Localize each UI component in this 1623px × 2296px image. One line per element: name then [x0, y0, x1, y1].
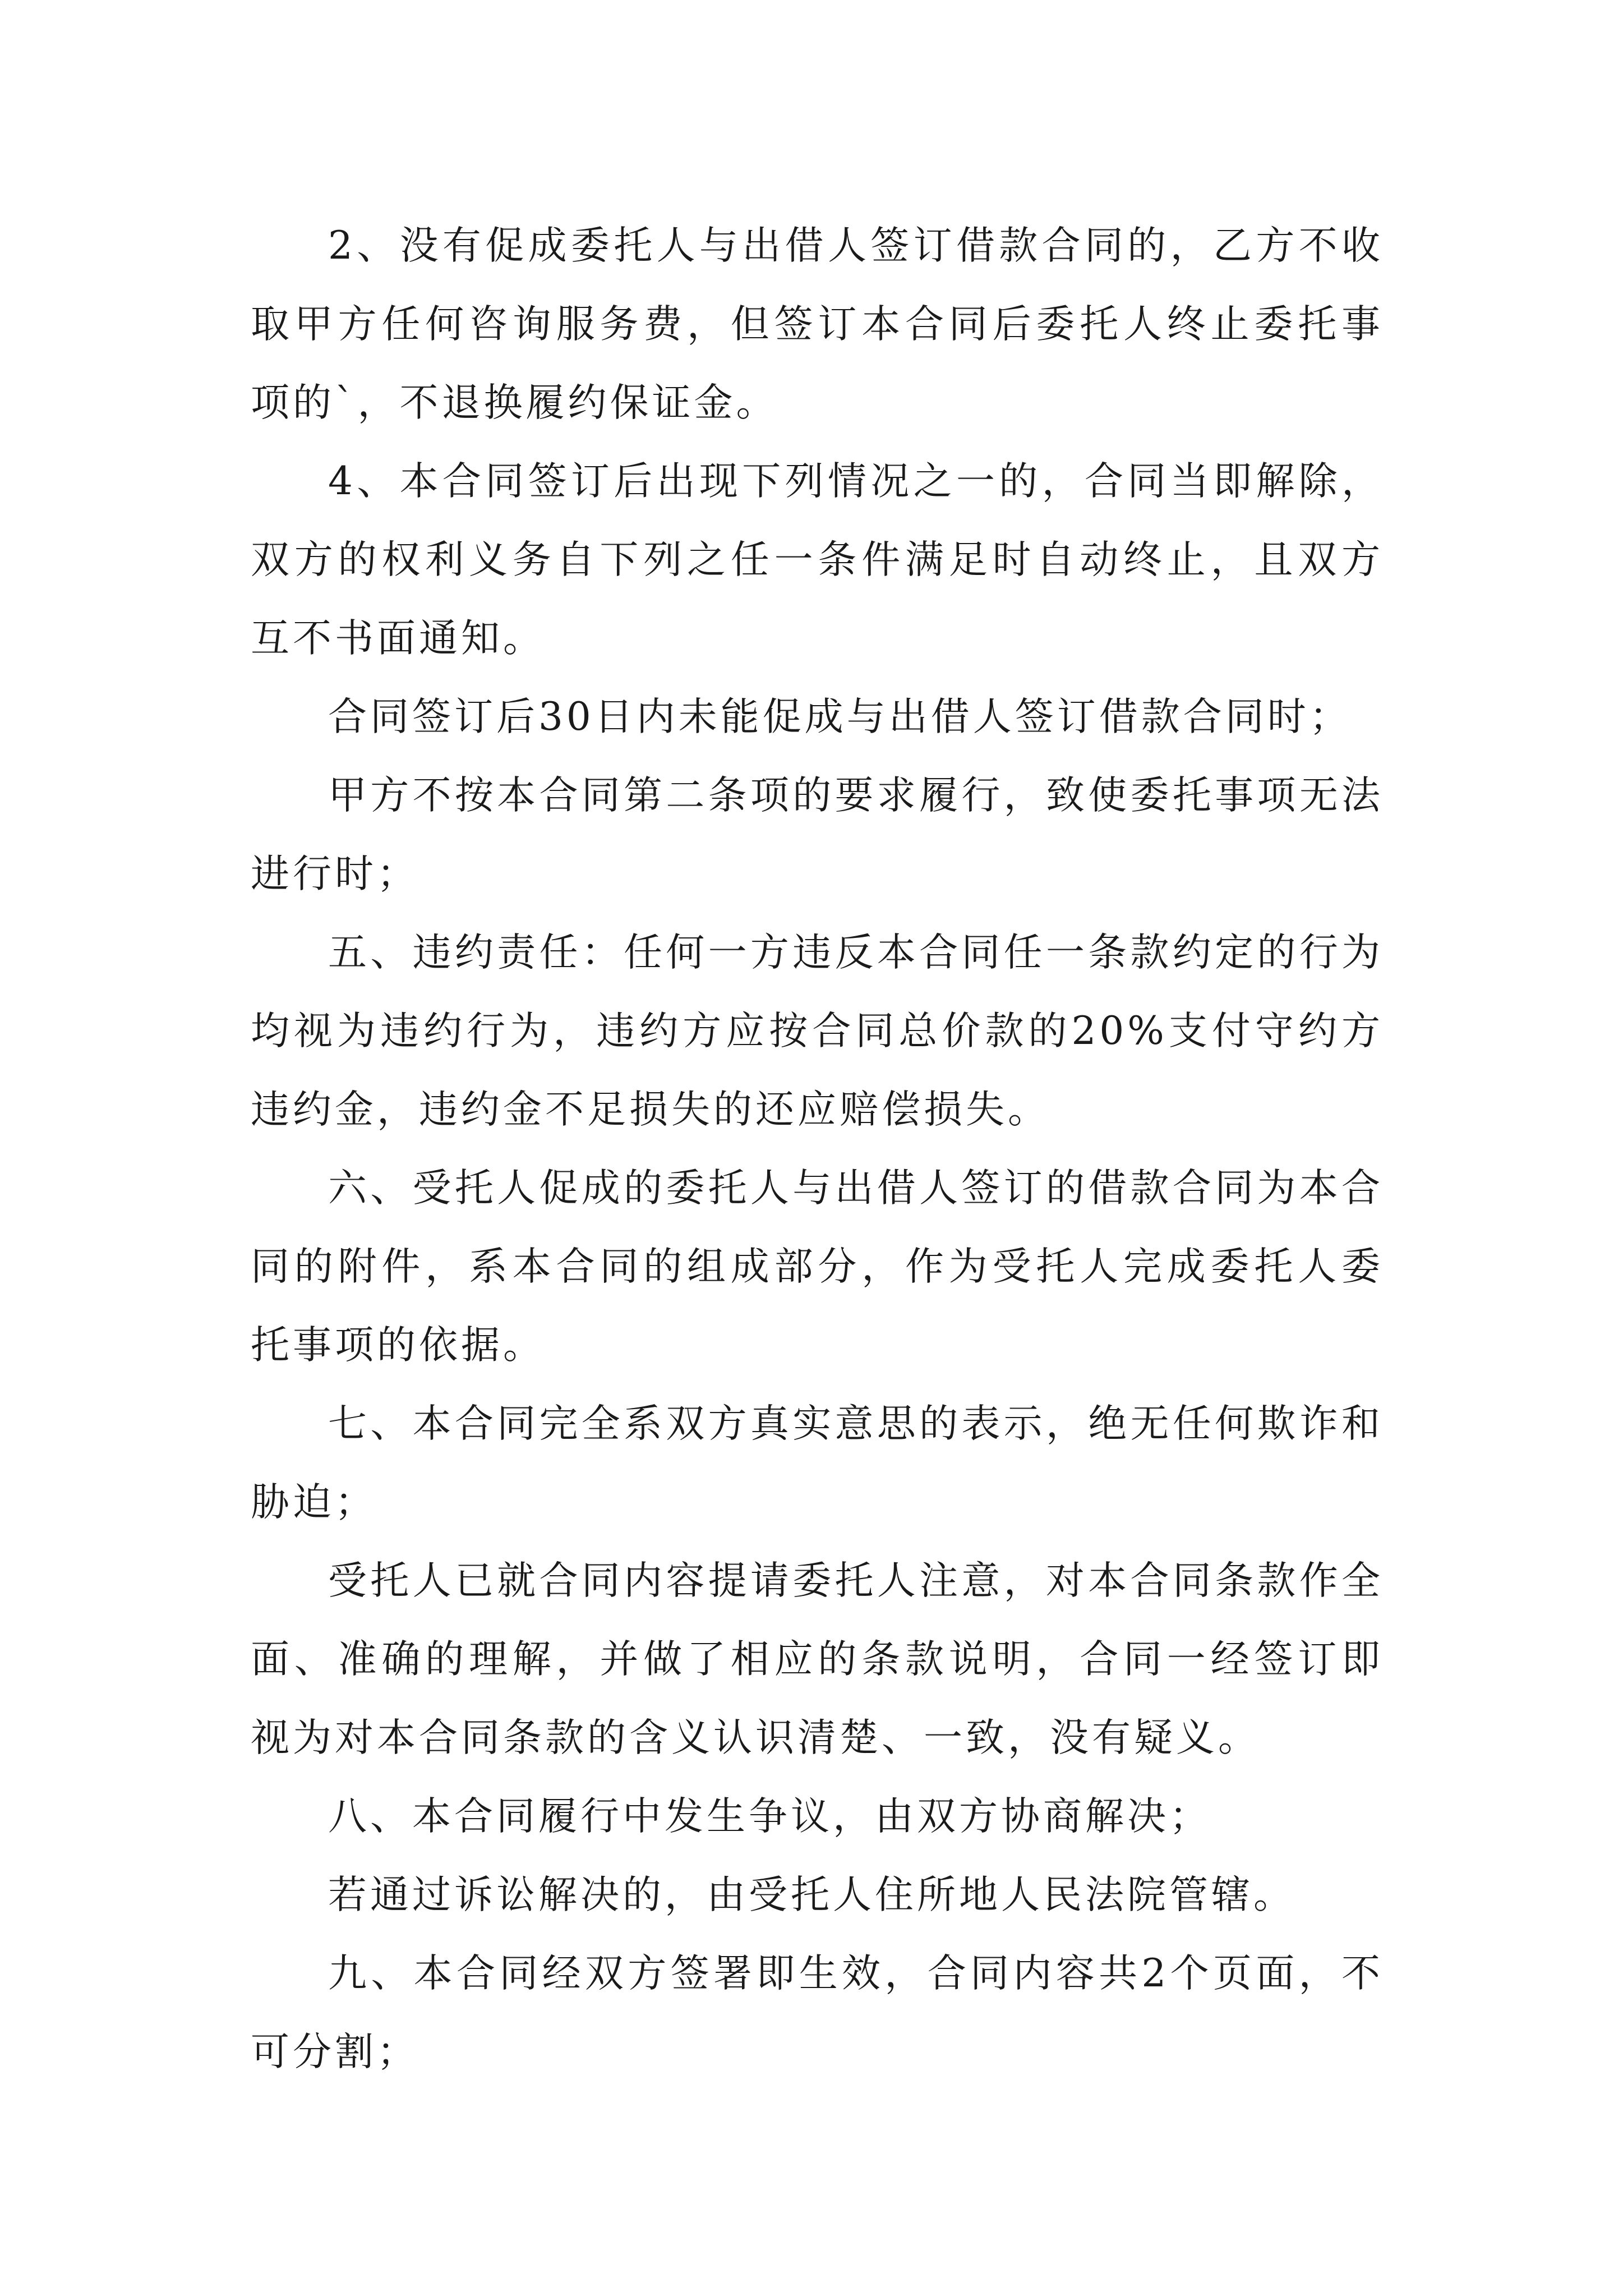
paragraph-condition-1: 合同签订后30日内未能促成与出借人签订借款合同时； [328, 694, 1352, 739]
paragraph-clause-5-liability: 五、违约责任：任何一方违反本合同任一条款约定的行为均视为违约行为，违约方应按合同总价款的20%支付守约方违约金，违约金不足损失的还应赔偿损失。 [251, 930, 1384, 1132]
paragraph-condition-2: 甲方不按本合同第二条项的要求履行，致使委托事项无法进行时； [251, 773, 1384, 896]
paragraph-clause-7-detail: 受托人已就合同内容提请委托人注意，对本合同条款作全面、准确的理解，并做了相应的条款说明，合同一经签订即视为对本合同条款的含义认识清楚、一致，没有疑义。 [251, 1558, 1384, 1760]
paragraph-clause-2: 2、没有促成委托人与出借人签订借款合同的，乙方不收取甲方任何咨询服务费，但签订本合同后委托人终止委托事项的`，不退换履约保证金。 [251, 223, 1384, 425]
paragraph-clause-6: 六、受托人促成的委托人与出借人签订的借款合同为本合同的附件，系本合同的组成部分，作为受托人完成委托人委托事项的依据。 [251, 1166, 1384, 1368]
paragraph-clause-7: 七、本合同完全系双方真实意思的表示，绝无任何欺诈和胁迫； [251, 1401, 1384, 1525]
paragraph-clause-4: 4、本合同签订后出现下列情况之一的，合同当即解除，双方的权利义务自下列之任一条件满足时自动终止，且双方互不书面通知。 [251, 459, 1384, 661]
contract-body [251, 206, 1384, 2091]
paragraph-clause-8: 八、本合同履行中发生争议，由双方协商解决； [328, 1794, 1211, 1839]
paragraph-clause-8-detail: 若通过诉讼解决的，由受托人住所地人民法院管辖。 [328, 1872, 1295, 1917]
paragraph-clause-9: 九、本合同经双方签署即生效，合同内容共2个页面，不可分割； [251, 1951, 1384, 2074]
